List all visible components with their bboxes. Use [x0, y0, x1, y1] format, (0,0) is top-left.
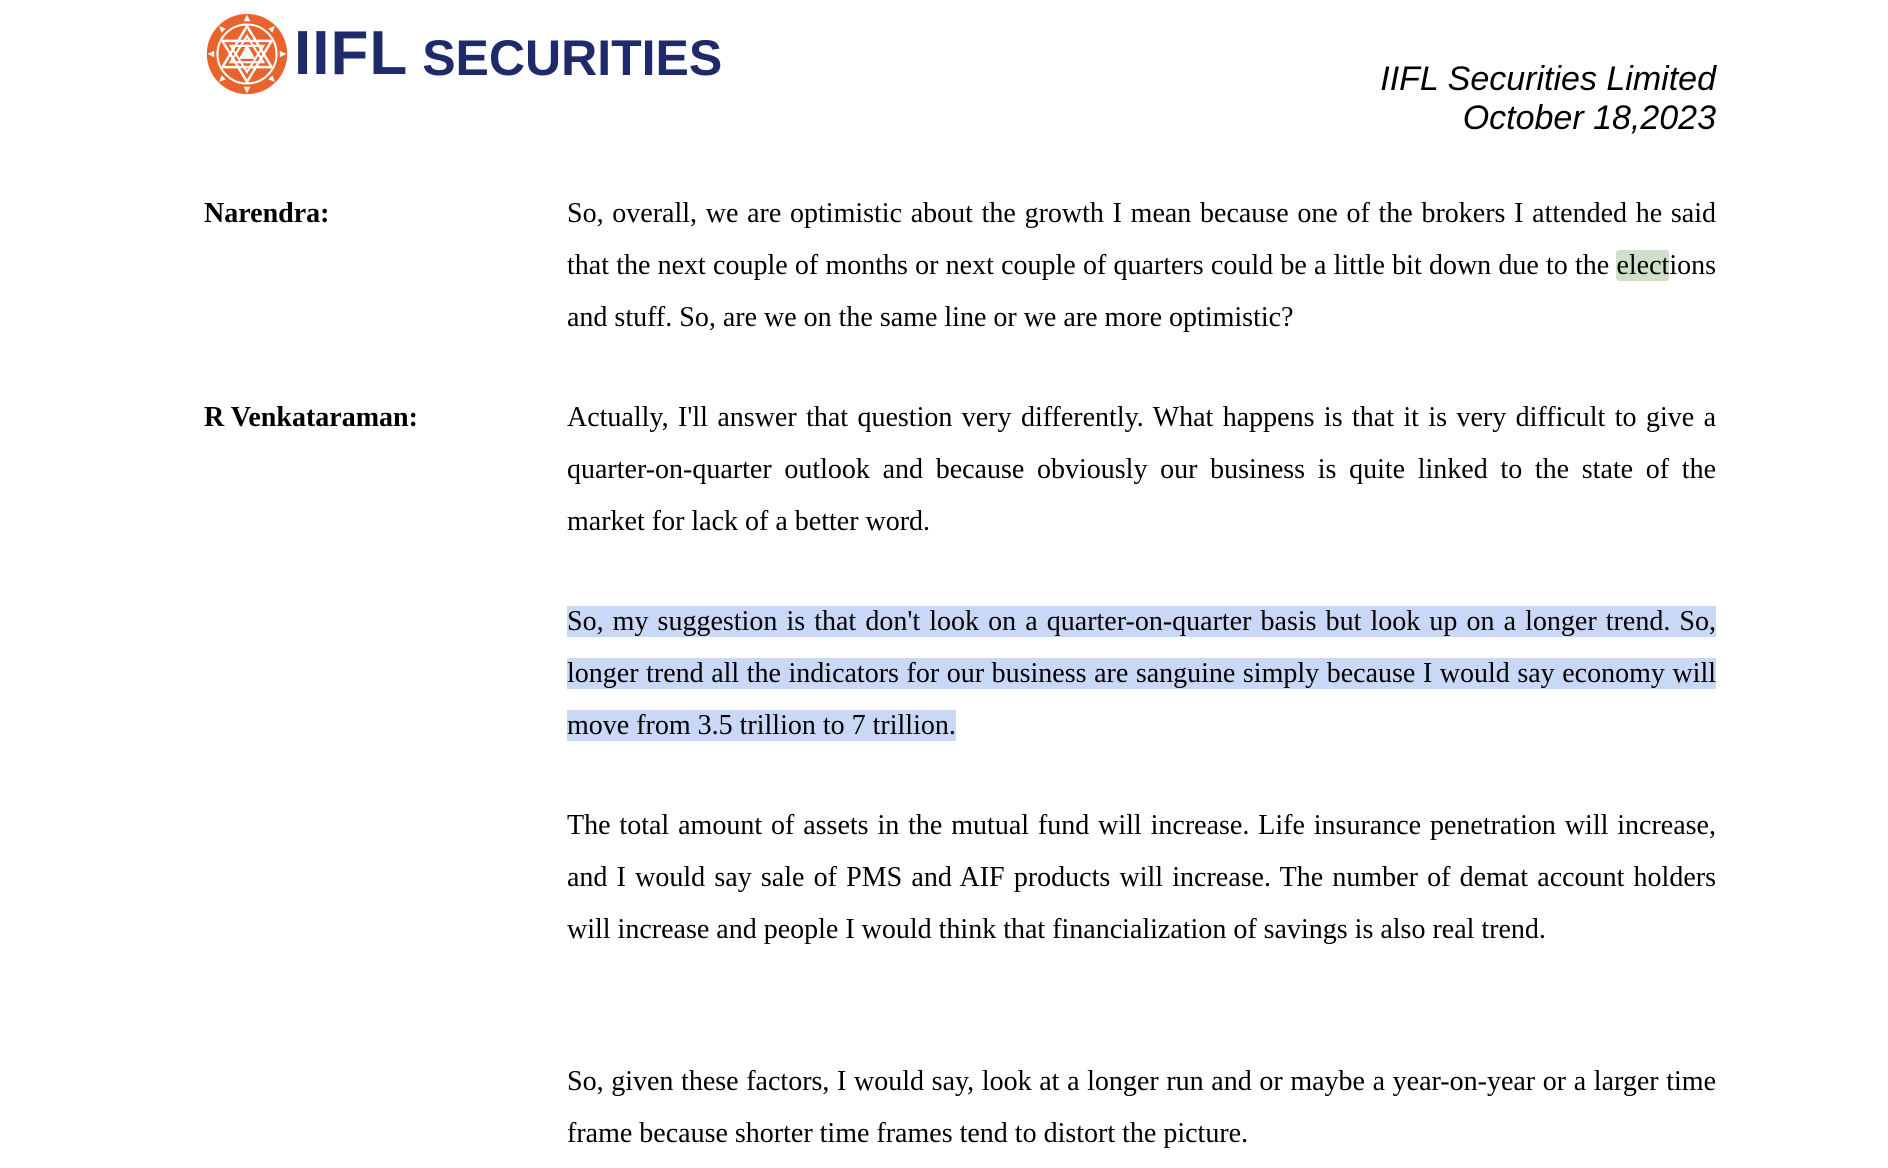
transcript-paragraph[interactable]: Actually, I'll answer that question very differently. What happens is that it is very difficult to give a quarter-on-quarter outlook and because obviously our business is quite linked to the state of the market for lack of a better word. — [567, 402, 1716, 537]
document-header — [1380, 60, 1716, 138]
logo-sub-text: SECURITIES — [422, 30, 723, 86]
speaker-name: Narendra: — [204, 198, 330, 229]
transcript-paragraph-selected[interactable] — [567, 596, 1716, 752]
paragraph-text: ions and stuff. So, are we on the same line or we are more optimistic? — [567, 250, 1716, 333]
paragraph-text: So, overall, we are optimistic about the growth I mean because one of the brokers I attended he said that the next couple of months or next couple of quarters could be a little bit down due to the — [567, 198, 1716, 281]
transcript-paragraph[interactable] — [567, 188, 1716, 344]
search-match-highlight: elect — [1616, 250, 1670, 281]
transcript-paragraph[interactable]: The total amount of assets in the mutual fund will increase. Life insurance penetration will increase, and I would say sale of PMS and AIF products will increase. The number of demat account holders will increase and people I would think that financialization of savings is also real trend. — [567, 810, 1716, 945]
logo-brand-text: IIFL — [294, 19, 409, 88]
transcript-paragraph[interactable]: So, given these factors, I would say, look at a longer run and or maybe a year-on-year or a larger time frame because shorter time frames tend to distort the picture. — [567, 1066, 1716, 1149]
company-logo — [206, 12, 722, 96]
speaker-name: R Venkataraman: — [204, 402, 418, 433]
company-name: IIFL Securities Limited — [1380, 60, 1716, 98]
selected-text: So, my suggestion is that don't look on a quarter-on-quarter basis but look up on a longer trend. So, longer trend all the indicators for our business are sanguine simply because I would say economy will move from 3.5 trillion to 7 trillion. — [567, 606, 1716, 741]
sri-yantra-logo-icon — [206, 13, 288, 95]
document-date: October 18,2023 — [1462, 99, 1716, 137]
